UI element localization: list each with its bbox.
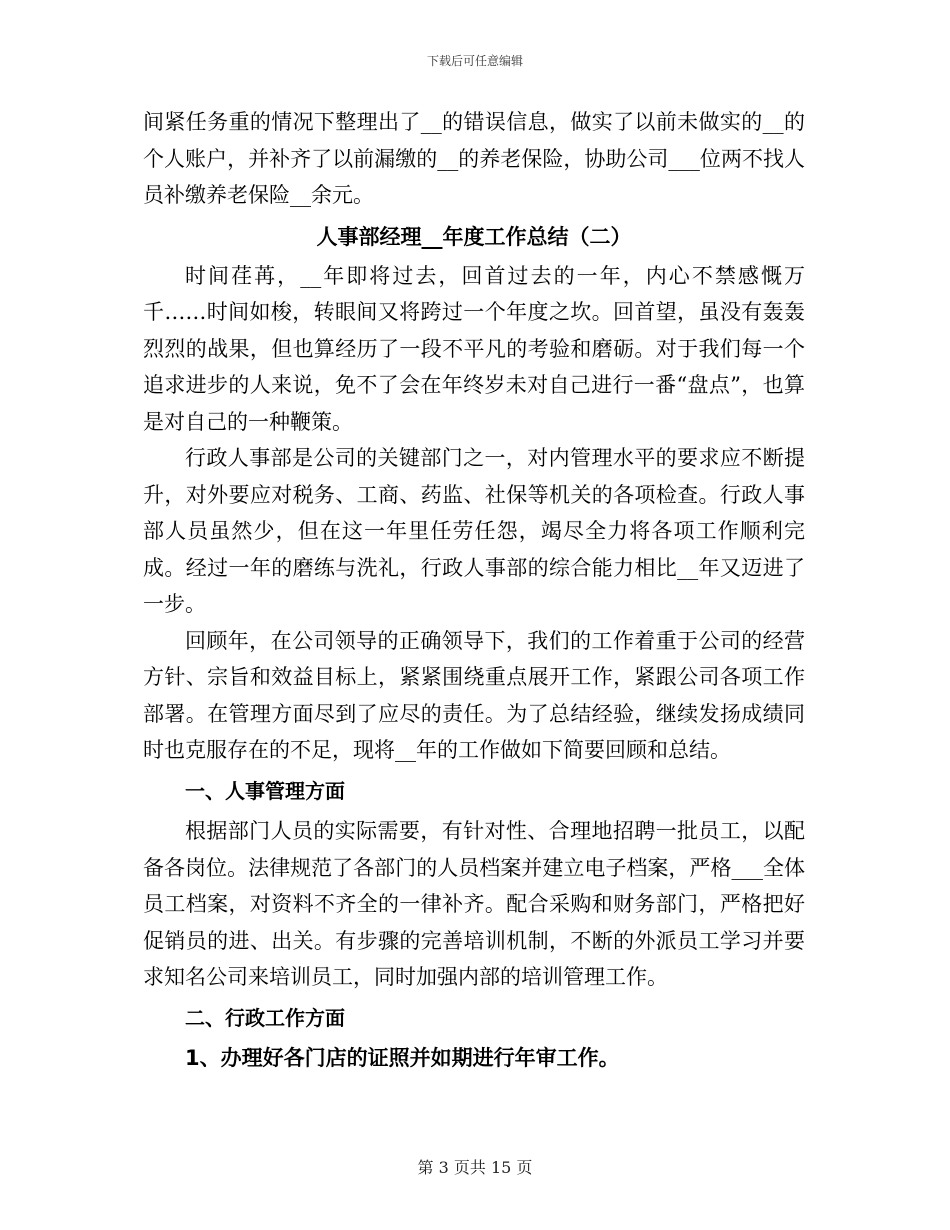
paragraph-review: 回顾年，在公司领导的正确领导下，我们的工作着重于公司的经营方针、宗旨和效益目标上，紧紧围绕重点展开工作，紧跟公司各项工作部署。在管理方面尽到了应尽的责任。为了总结经验，继续发扬成绩同时也克服存在的不足，现将__年的工作做如下简要回顾和总结。 [143,628,805,762]
paragraph-department: 行政人事部是公司的关键部门之一，对内管理水平的要求应不断提升，对外要应对税务、工商、药监、社保等机关的各项检查。行政人事部人员虽然少，但在这一年里任劳任怨，竭尽全力将各项工作顺利完成。经过一年的磨练与洗礼，行政人事部的综合能力相比__年又迈进了一步。 [143,446,805,616]
page-number: 第 3 页共 15 页 [417,1158,533,1177]
continuation-paragraph: 间紧任务重的情况下整理出了__的错误信息，做实了以前未做实的__的个人账户，并补齐了以前漏缴的__的养老保险，协助公司___位两不找人员补缴养老保险__余元。 [143,110,805,207]
section-title: 人事部经理__年度工作总结（二） [316,224,632,249]
heading-administrative-work: 二、行政工作方面 [185,1005,345,1030]
paragraph-personnel: 根据部门人员的实际需要，有针对性、合理地招聘一批员工，以配备各岗位。法律规范了各部门的人员档案并建立电子档案，严格___全体员工档案，对资料不齐全的一律补齐。配合采购和财务部门，严格把好促销员的进、出关。有步骤的完善培训机制，不断的外派员工学习并要求知名公司来培训员工，同时加强内部的培训管理工作。 [143,819,805,989]
subheading-licenses: 1、办理好各门店的证照并如期进行年审工作。 [185,1046,620,1070]
document-body [143,104,805,1077]
page-header: 下载后可任意编辑 [426,54,523,68]
paragraph-intro: 时间荏苒，__年即将过去，回首过去的一年，内心不禁感慨万千……时间如梭，转眼间又将跨过一个年度之坎。回首望，虽没有轰轰烈烈的战果，但也算经历了一段不平凡的考验和磨砺。对于我们每一个追求进步的人来说，免不了会在年终岁未对自己进行一番“盘点”，也算是对自己的一种鞭策。 [143,263,805,434]
heading-personnel-management: 一、人事管理方面 [185,778,345,803]
